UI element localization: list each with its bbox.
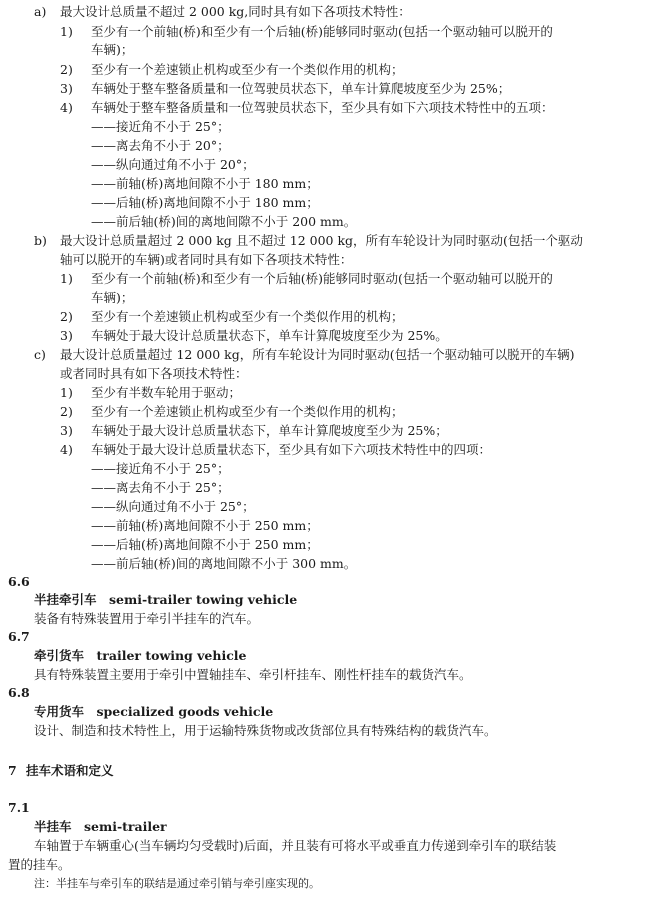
section-b-text: 最大设计总质量超过 2 000 kg 且不超过 12 000 kg，所有车轮设计为同时驱动(包括一个驱动 bbox=[60, 233, 583, 248]
term-7-1-definition-1: 车轴置于车辆重心(当车辆均匀受载时)后面，并且装有可将水平或垂直力传递到牵引车的联结装 bbox=[34, 838, 557, 853]
a-item-1-num: 1) bbox=[60, 24, 73, 39]
term-7-1-number: 7.1 bbox=[8, 800, 30, 815]
a-item-4-num: 4) bbox=[60, 100, 73, 115]
chapter-7-number: 7 bbox=[8, 763, 17, 778]
c-subitem-5: ——后轴(桥)离地间隙不小于 250 mm； bbox=[91, 537, 319, 552]
term-6-6-title: 半挂牵引车 semi-trailer towing vehicle bbox=[34, 592, 298, 607]
section-c-cont: 或者同时具有如下各项技术特性： bbox=[60, 366, 248, 381]
term-6-8-number: 6.8 bbox=[8, 685, 30, 700]
c-item-1-num: 1) bbox=[60, 385, 73, 400]
term-7-1-note: 注：半挂车与牵引车的联结是通过牵引销与牵引座实现的。 bbox=[34, 877, 320, 890]
a-item-2-text: 至少有一个差速锁止机构或至少有一个类似作用的机构； bbox=[91, 62, 404, 77]
a-subitem-1: ——接近角不小于 25°； bbox=[91, 119, 230, 134]
c-subitem-1: ——接近角不小于 25°； bbox=[91, 461, 230, 476]
c-item-4-num: 4) bbox=[60, 442, 73, 457]
c-subitem-2: ——离去角不小于 25°； bbox=[91, 480, 230, 495]
c-subitem-6: ——前后轴(桥)间的离地间隙不小于 300 mm。 bbox=[91, 556, 357, 571]
section-b-marker: b) bbox=[34, 233, 47, 248]
a-item-4-text: 车辆处于整车整备质量和一位驾驶员状态下，至少具有如下六项技术特性中的五项： bbox=[91, 100, 554, 115]
c-item-2-num: 2) bbox=[60, 404, 73, 419]
term-6-8-definition: 设计、制造和技术特性上，用于运输特殊货物或改货部位具有特殊结构的载货汽车。 bbox=[34, 723, 497, 738]
c-subitem-3: ——纵向通过角不小于 25°； bbox=[91, 499, 255, 514]
a-subitem-4: ——前轴(桥)离地间隙不小于 180 mm； bbox=[91, 176, 319, 191]
chapter-7-title: 挂车术语和定义 bbox=[26, 763, 114, 778]
c-subitem-4: ——前轴(桥)离地间隙不小于 250 mm； bbox=[91, 518, 319, 533]
b-item-2-text: 至少有一个差速锁止机构或至少有一个类似作用的机构； bbox=[91, 309, 404, 324]
section-b-cont: 轴可以脱开的车辆)或者同时具有如下各项技术特性： bbox=[60, 252, 353, 267]
term-7-1-definition-2: 置的挂车。 bbox=[8, 857, 71, 872]
a-subitem-6: ——前后轴(桥)间的离地间隙不小于 200 mm。 bbox=[91, 214, 357, 229]
c-item-3-text: 车辆处于最大设计总质量状态下，单车计算爬坡度至少为 25%； bbox=[91, 423, 448, 438]
a-subitem-3: ——纵向通过角不小于 20°； bbox=[91, 157, 255, 172]
c-item-2-text: 至少有一个差速锁止机构或至少有一个类似作用的机构； bbox=[91, 404, 404, 419]
a-item-1-text: 至少有一个前轴(桥)和至少有一个后轴(桥)能够同时驱动(包括一个驱动轴可以脱开的 bbox=[91, 24, 553, 39]
a-subitem-2: ——离去角不小于 20°； bbox=[91, 138, 230, 153]
term-6-8-title: 专用货车 specialized goods vehicle bbox=[34, 704, 274, 719]
term-6-7-number: 6.7 bbox=[8, 629, 30, 644]
c-item-3-num: 3) bbox=[60, 423, 73, 438]
term-6-6-definition: 装备有特殊装置用于牵引半挂车的汽车。 bbox=[34, 611, 260, 626]
c-item-1-text: 至少有半数车轮用于驱动； bbox=[91, 385, 242, 400]
section-a-text: 最大设计总质量不超过 2 000 kg,同时具有如下各项技术特性： bbox=[60, 4, 411, 19]
term-6-6-number: 6.6 bbox=[8, 574, 30, 589]
a-item-1-cont: 车辆)； bbox=[91, 42, 134, 57]
term-6-7-title: 牵引货车 trailer towing vehicle bbox=[34, 648, 247, 663]
a-item-3-num: 3) bbox=[60, 81, 73, 96]
b-item-3-num: 3) bbox=[60, 328, 73, 343]
b-item-1-num: 1) bbox=[60, 271, 73, 286]
a-item-3-text: 车辆处于整车整备质量和一位驾驶员状态下，单车计算爬坡度至少为 25%； bbox=[91, 81, 511, 96]
b-item-1-cont: 车辆)； bbox=[91, 290, 134, 305]
section-a-marker: a) bbox=[34, 4, 47, 19]
a-subitem-5: ——后轴(桥)离地间隙不小于 180 mm； bbox=[91, 195, 319, 210]
b-item-2-num: 2) bbox=[60, 309, 73, 324]
b-item-3-text: 车辆处于最大设计总质量状态下，单车计算爬坡度至少为 25%。 bbox=[91, 328, 448, 343]
term-7-1-title: 半挂车 semi-trailer bbox=[34, 819, 167, 834]
section-c-marker: c) bbox=[34, 347, 46, 362]
a-item-2-num: 2) bbox=[60, 62, 73, 77]
b-item-1-text: 至少有一个前轴(桥)和至少有一个后轴(桥)能够同时驱动(包括一个驱动轴可以脱开的 bbox=[91, 271, 553, 286]
section-c-text: 最大设计总质量超过 12 000 kg，所有车轮设计为同时驱动(包括一个驱动轴可以脱开的车辆) bbox=[60, 347, 575, 362]
term-6-7-definition: 具有特殊装置主要用于牵引中置轴挂车、牵引杆挂车、刚性杆挂车的载货汽车。 bbox=[34, 667, 472, 682]
c-item-4-text: 车辆处于最大设计总质量状态下，至少具有如下六项技术特性中的四项： bbox=[91, 442, 492, 457]
